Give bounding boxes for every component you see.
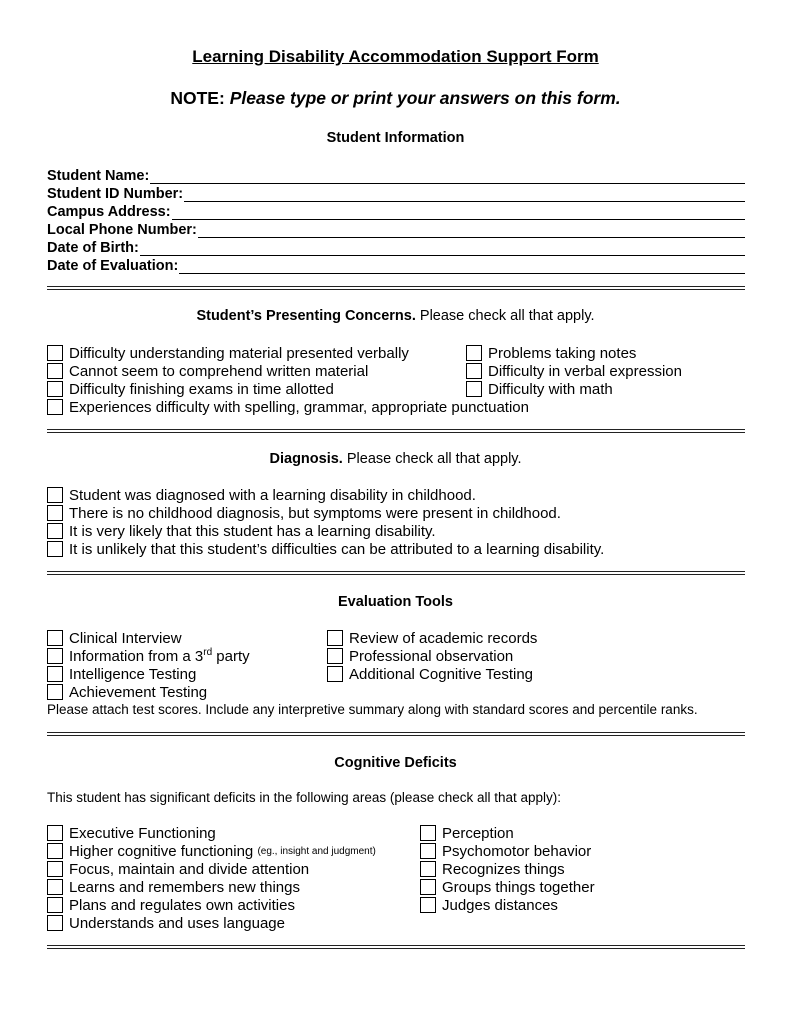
field-line[interactable] [184, 187, 745, 202]
deficit-executive-checkbox[interactable] [47, 824, 216, 842]
tool-achievement-checkbox[interactable] [47, 683, 207, 701]
checkbox-box[interactable] [327, 666, 343, 682]
concerns-heading [0, 308, 791, 324]
checkbox-label: Understands and uses language [69, 914, 285, 932]
tool-academic-records-checkbox[interactable] [327, 629, 537, 647]
field-line[interactable] [198, 223, 745, 238]
checkbox-label: Student was diagnosed with a learning disability in childhood. [69, 486, 476, 504]
field-label: Date of Evaluation: [47, 258, 179, 274]
checkbox-box[interactable] [47, 630, 63, 646]
tool-intelligence-checkbox[interactable] [47, 665, 196, 683]
checkbox-box[interactable] [420, 861, 436, 877]
checkbox-label: Professional observation [349, 647, 514, 665]
diagnosis-symptoms-checkbox[interactable] [47, 504, 561, 522]
checkbox-label: Experiences difficulty with spelling, grammar, appropriate punctuation [69, 398, 529, 416]
form-title: Learning Disability Accommodation Support Form [192, 47, 599, 66]
third-party-superscript: rd [203, 646, 213, 658]
tool-third-party-checkbox[interactable] [47, 647, 250, 665]
deficit-focus-checkbox[interactable] [47, 860, 309, 878]
checkbox-label: Cannot seem to comprehend written material [69, 362, 369, 380]
student-info-heading: Student Information [326, 130, 465, 146]
note-text: Please type or print your answers on this form. [229, 88, 621, 108]
checkbox-box[interactable] [47, 381, 63, 397]
checkbox-box[interactable] [47, 666, 63, 682]
section-divider [47, 429, 745, 433]
field-label: Student Name: [47, 168, 150, 184]
checkbox-box[interactable] [47, 345, 63, 361]
section-divider [47, 571, 745, 575]
checkbox-label: It is very likely that this student has a learning disability. [69, 522, 436, 540]
checkbox-box[interactable] [466, 363, 482, 379]
checkbox-label: Problems taking notes [488, 344, 637, 362]
checkbox-label: Perception [442, 824, 514, 842]
deficit-psychomotor-checkbox[interactable] [420, 842, 591, 860]
concern-verbal-expression-checkbox[interactable] [466, 362, 682, 380]
section-divider [47, 732, 745, 736]
concern-math-checkbox[interactable] [466, 380, 613, 398]
checkbox-box[interactable] [47, 915, 63, 931]
deficit-learns-checkbox[interactable] [47, 878, 300, 896]
concerns-title: Student’s Presenting Concerns. [196, 308, 416, 324]
checkbox-label [69, 648, 250, 665]
checkbox-label: Achievement Testing [69, 683, 208, 701]
checkbox-label: Difficulty with math [488, 380, 613, 398]
checkbox-label: Psychomotor behavior [442, 842, 592, 860]
field-label: Student ID Number: [47, 186, 184, 202]
checkbox-label: Learns and remembers new things [69, 878, 300, 896]
checkbox-box[interactable] [47, 825, 63, 841]
deficit-perception-checkbox[interactable] [420, 824, 514, 842]
checkbox-box[interactable] [47, 879, 63, 895]
checkbox-box[interactable] [327, 630, 343, 646]
concern-written-checkbox[interactable] [47, 362, 368, 380]
field-label: Date of Birth: [47, 240, 139, 256]
tool-professional-observation-checkbox[interactable] [327, 647, 513, 665]
deficit-language-checkbox[interactable] [47, 914, 285, 932]
diagnosis-unlikely-checkbox[interactable] [47, 540, 604, 558]
checkbox-label-note: (eg., insight and judgment) [257, 845, 376, 857]
checkbox-label: Higher cognitive functioning [69, 842, 254, 860]
field-label: Local Phone Number: [47, 222, 197, 238]
checkbox-label: Difficulty in verbal expression [488, 362, 682, 380]
checkbox-label: There is no childhood diagnosis, but symptoms were present in childhood. [69, 504, 561, 522]
checkbox-label: Focus, maintain and divide attention [69, 860, 310, 878]
concern-notes-checkbox[interactable] [466, 344, 636, 362]
field-line[interactable] [172, 205, 745, 220]
cognitive-intro: This student has significant deficits in the following areas (please check all that apply): [47, 790, 562, 805]
date-of-birth-field[interactable] [47, 238, 745, 256]
note-lead: NOTE: [170, 88, 225, 108]
checkbox-box[interactable] [47, 541, 63, 557]
third-party-text: Information from a 3 [69, 647, 204, 665]
checkbox-box[interactable] [420, 879, 436, 895]
checkbox-box[interactable] [47, 505, 63, 521]
checkbox-label: Clinical Interview [69, 629, 182, 647]
date-of-evaluation-field[interactable] [47, 256, 745, 274]
checkbox-label: Difficulty finishing exams in time allotted [69, 380, 334, 398]
checkbox-box[interactable] [327, 648, 343, 664]
campus-address-field[interactable] [47, 202, 745, 220]
third-party-suffix: party [212, 647, 250, 665]
local-phone-field[interactable] [47, 220, 745, 238]
checkbox-label: It is unlikely that this student’s difficulties can be attributed to a learning disability. [69, 540, 605, 558]
field-line[interactable] [140, 241, 745, 256]
checkbox-label: Groups things together [442, 878, 595, 896]
checkbox-box[interactable] [47, 843, 63, 859]
diagnosis-heading [0, 451, 791, 467]
field-line[interactable] [150, 169, 745, 184]
checkbox-box[interactable] [420, 825, 436, 841]
checkbox-label: Review of academic records [349, 629, 538, 647]
checkbox-box[interactable] [47, 861, 63, 877]
checkbox-label: Executive Functioning [69, 824, 216, 842]
section-divider [47, 286, 745, 290]
deficit-higher-cognitive-checkbox[interactable] [47, 842, 376, 860]
field-line[interactable] [179, 259, 745, 274]
checkbox-label: Intelligence Testing [69, 665, 197, 683]
checkbox-label: Difficulty understanding material presented verbally [69, 344, 409, 362]
checkbox-label: Plans and regulates own activities [69, 896, 295, 914]
checkbox-box[interactable] [47, 487, 63, 503]
concerns-instruction: Please check all that apply. [419, 308, 595, 324]
checkbox-box[interactable] [47, 363, 63, 379]
deficit-distances-checkbox[interactable] [420, 896, 558, 914]
deficit-recognizes-checkbox[interactable] [420, 860, 565, 878]
checkbox-box[interactable] [466, 345, 482, 361]
student-name-field[interactable] [47, 166, 745, 184]
concern-verbal-checkbox[interactable] [47, 344, 409, 362]
checkbox-box[interactable] [47, 648, 63, 664]
checkbox-box[interactable] [47, 399, 63, 415]
evaluation-tools-heading: Evaluation Tools [338, 594, 453, 610]
checkbox-label: Judges distances [442, 896, 558, 914]
checkbox-box[interactable] [47, 523, 63, 539]
cognitive-deficits-heading: Cognitive Deficits [334, 755, 457, 771]
concern-spelling-checkbox[interactable] [47, 398, 529, 416]
section-divider [47, 945, 745, 949]
field-label: Campus Address: [47, 204, 171, 220]
attach-scores-note: Please attach test scores. Include any interpretive summary along with standard scores and percentile ranks. [47, 702, 698, 717]
concern-exams-checkbox[interactable] [47, 380, 334, 398]
note-line [0, 88, 791, 109]
checkbox-box[interactable] [466, 381, 482, 397]
tool-additional-cognitive-checkbox[interactable] [327, 665, 533, 683]
checkbox-label: Recognizes things [442, 860, 565, 878]
deficit-plans-checkbox[interactable] [47, 896, 295, 914]
checkbox-box[interactable] [420, 843, 436, 859]
checkbox-box[interactable] [47, 684, 63, 700]
checkbox-label: Additional Cognitive Testing [349, 665, 534, 683]
diagnosis-likely-checkbox[interactable] [47, 522, 436, 540]
tool-clinical-interview-checkbox[interactable] [47, 629, 182, 647]
checkbox-box[interactable] [420, 897, 436, 913]
diagnosis-instruction: Please check all that apply. [346, 451, 522, 467]
deficit-groups-checkbox[interactable] [420, 878, 595, 896]
diagnosis-childhood-checkbox[interactable] [47, 486, 476, 504]
checkbox-box[interactable] [47, 897, 63, 913]
diagnosis-title: Diagnosis. [269, 451, 343, 467]
student-id-field[interactable] [47, 184, 745, 202]
